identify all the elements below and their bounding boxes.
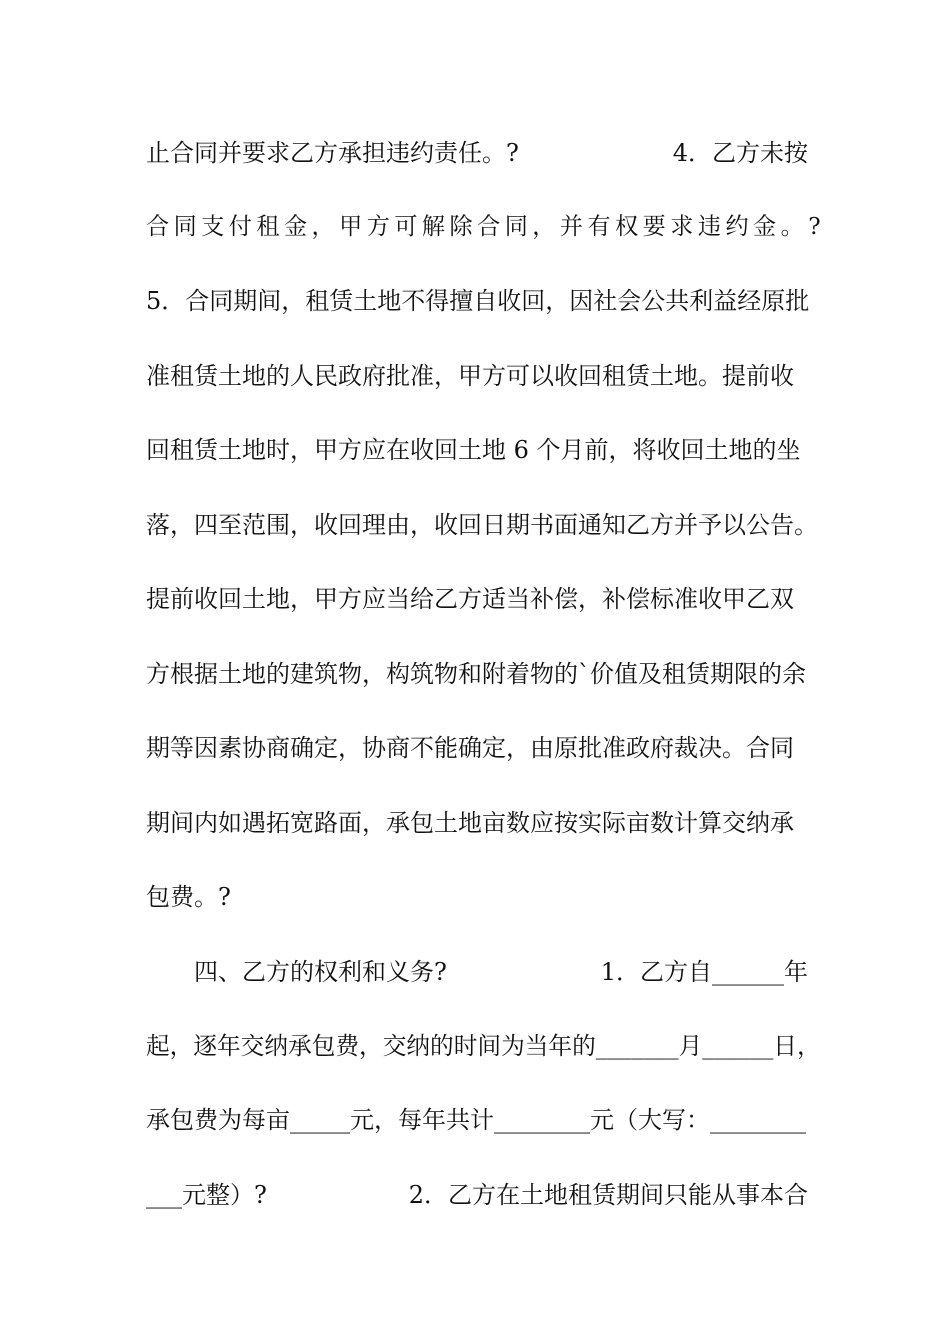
text-line-4: 准租赁土地的人民政府批准，甲方可以收回租赁土地。提前收: [146, 362, 794, 390]
text-line-2: 合同支付租金，甲方可解除合同，并有权要求违约金。?: [146, 214, 826, 240]
section-heading-rights: 四、乙方的权利和义务?: [146, 958, 447, 986]
text-line-12-right: 1．乙方自______年: [600, 958, 808, 986]
text-line-11: 包费。?: [146, 883, 231, 911]
text-line-12: [146, 956, 808, 988]
text-line-15: [146, 1179, 808, 1211]
text-line-15-right: 2．乙方在土地租赁期间只能从事本合: [408, 1181, 808, 1209]
text-line-7: 提前收回土地，甲方应当给乙方适当补偿，补偿标准收甲乙双: [146, 585, 794, 613]
text-line-14: 承包费为每亩_____元，每年共计________元（大写：________: [146, 1106, 806, 1134]
text-line-1: [146, 137, 808, 169]
text-line-8: 方根据土地的建筑物，构筑物和附着物的`价值及租赁期限的余: [146, 660, 806, 688]
text-line-1-right: 4．乙方未按: [672, 139, 808, 167]
text-line-15-left: ___元整）?: [146, 1181, 267, 1209]
text-line-13: 起，逐年交纳承包费，交纳的时间为当年的_______月______日，: [146, 1032, 821, 1060]
text-line-1-left: 止合同并要求乙方承担违约责任。?: [146, 139, 519, 167]
text-line-9: 期等因素协商确定，协商不能确定，由原批准政府裁决。合同: [146, 734, 794, 762]
text-line-5: 回租赁土地时，甲方应在收回土地 6 个月前，将收回土地的坐: [146, 436, 801, 464]
text-line-6: 落，四至范围，收回理由，收回日期书面通知乙方并予以公告。: [146, 511, 818, 539]
text-line-10: 期间内如遇拓宽路面，承包土地亩数应按实际亩数计算交纳承: [146, 809, 794, 837]
text-line-3: 5．合同期间，租赁土地不得擅自收回，因社会公共利益经原批: [146, 287, 810, 315]
